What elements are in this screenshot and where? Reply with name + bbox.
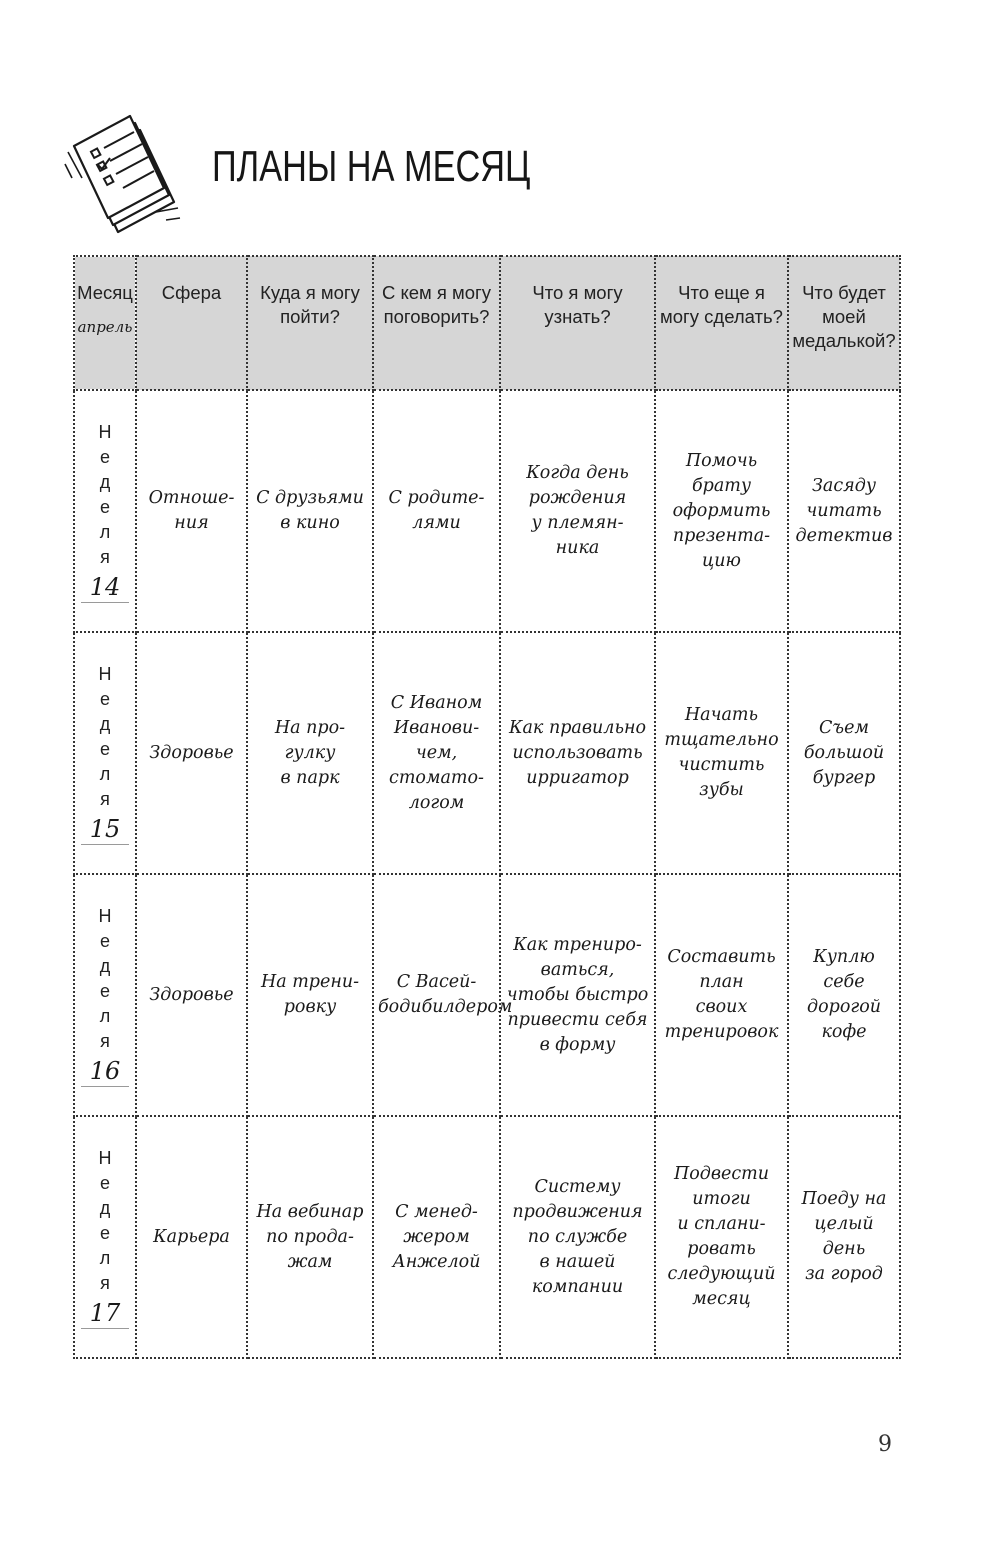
do-cell [655,390,788,632]
medal-text: Засяду читать детектив [795,475,893,546]
where-text: С друзьями в кино [256,488,364,533]
do-cell [655,1116,788,1358]
table-row [74,390,900,632]
week-word: Н е д е л я [98,905,112,1051]
whom-header: С кем я могу поговорить? [373,256,500,390]
where-cell [247,874,373,1116]
learn-cell [500,1116,655,1358]
week-cell [74,1116,136,1358]
table-row [74,874,900,1116]
week-word: Н е д е л я [98,663,112,809]
whom-text: С Иваном Иванови- чем, стомато- логом [389,692,484,813]
do-text: Подвести итоги и сплани- ровать следующий месяц [667,1164,776,1309]
sphere-cell [136,1116,247,1358]
monthly-plan-table [73,255,901,1359]
whom-text: С Васей- бодибилдером [378,972,513,1017]
sphere-header: Сфера [136,256,247,390]
sphere-text: Здоровье [149,984,234,1005]
learn-text: Как трениро- ваться, чтобы быстро привести себя в форму [506,934,649,1055]
learn-cell [500,632,655,874]
medal-header: Что будет моей медалькой? [788,256,900,390]
do-cell [655,632,788,874]
checklist-papers-icon [62,108,192,238]
whom-text: С менед- жером Анжелой [392,1201,481,1272]
learn-cell [500,390,655,632]
week-number: 17 [81,1298,129,1329]
do-text: Начать тщательно чистить зубы [664,705,779,800]
page-title: ПЛАНЫ НА МЕСЯЦ [212,142,531,191]
whom-cell [373,390,500,632]
do-text: Помочь брату оформить презента- цию [672,450,771,571]
whom-cell [373,632,500,874]
week-cell [74,632,136,874]
medal-text: Поеду на целый день за город [801,1189,887,1284]
medal-cell [788,1116,900,1358]
where-text: На трени- ровку [260,972,360,1017]
whom-cell [373,1116,500,1358]
week-cell [74,874,136,1116]
where-cell [247,390,373,632]
page-number: 9 [878,1432,892,1457]
sphere-cell [136,874,247,1116]
whom-text: С родите- лями [388,488,485,533]
month-header-label: Месяц [77,282,133,303]
week-cell [74,390,136,632]
learn-text: Когда день рождения у племян- ника [526,463,629,558]
medal-cell [788,632,900,874]
sphere-text: Отноше- ния [148,488,235,533]
whom-cell [373,874,513,1116]
do-text: Составить план своих тренировок [664,947,779,1042]
month-header [74,256,136,390]
sphere-text: Здоровье [149,742,234,763]
week-number: 16 [81,1056,129,1087]
month-value: апрель [77,318,133,336]
week-word: Н е д е л я [98,1147,112,1293]
week-number: 14 [81,572,129,603]
medal-text: Съем большой бургер [803,717,885,788]
learn-header: Что я могу узнать? [500,256,655,390]
week-number: 15 [81,814,129,845]
learn-text: Систему продвижения по службе в нашей компании [512,1176,643,1297]
table-row [74,1116,900,1358]
table-row [74,632,900,874]
medal-cell [788,874,900,1116]
learn-text: Как правильно использовать ирригатор [508,717,647,788]
week-word: Н е д е л я [98,421,112,567]
medal-cell [788,390,900,632]
do-cell [655,874,788,1116]
sphere-cell [136,632,247,874]
header-row [74,256,900,390]
where-text: На вебинар по прода- жам [256,1201,364,1272]
sphere-text: Карьера [153,1226,230,1247]
where-header: Куда я могу пойти? [247,256,373,390]
sphere-cell [136,390,247,632]
do-header: Что еще я могу сделать? [655,256,788,390]
learn-cell [500,874,655,1116]
where-text: На про- гулку в парк [274,717,346,788]
medal-text: Куплю себе дорогой кофе [806,947,882,1042]
where-cell [247,632,373,874]
where-cell [247,1116,373,1358]
